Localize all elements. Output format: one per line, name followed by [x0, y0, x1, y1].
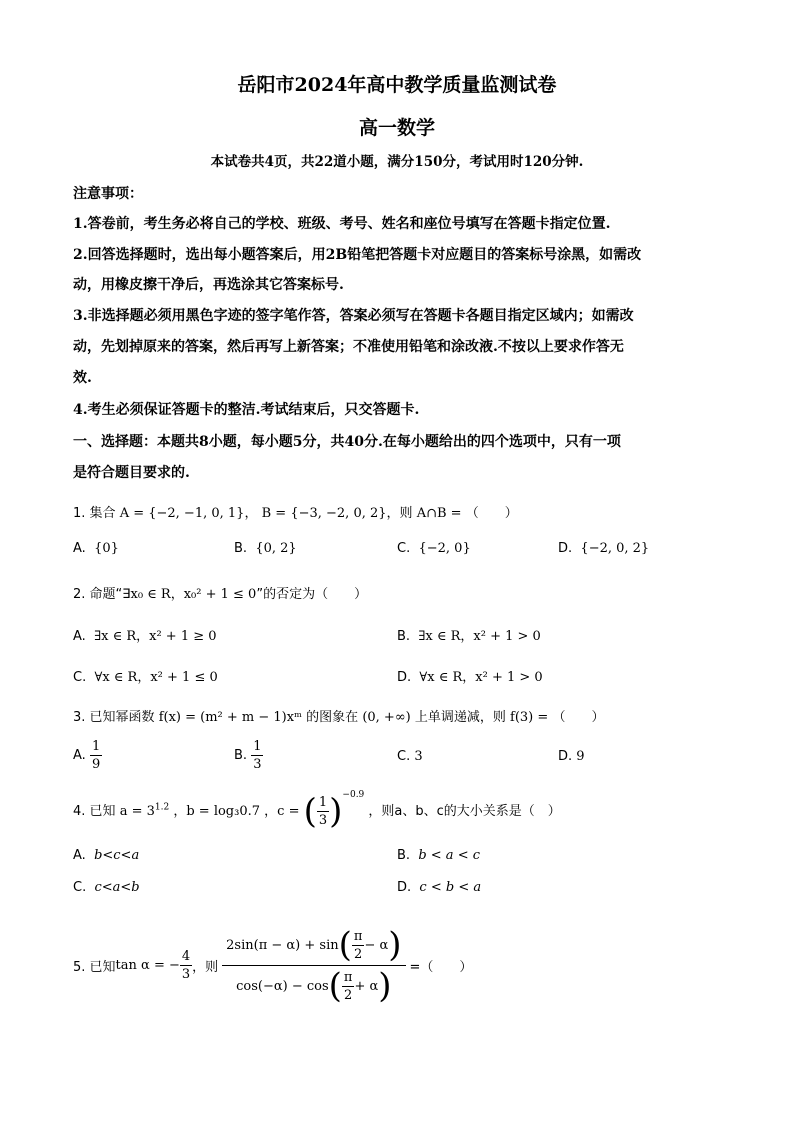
q5-denominator-pi-fraction	[342, 969, 355, 1004]
q3-ask: f(3) =	[510, 710, 549, 725]
q4-option-b[interactable]	[397, 848, 480, 863]
note-2-line-1: 2.回答选择题时，选出每小题答案后，用2B铅笔把答题卡对应题目的答案标号涂黑，如需改	[73, 247, 642, 263]
q3-option-b[interactable]	[234, 738, 263, 773]
q1-ask: ，则	[386, 506, 413, 521]
option-label: B.	[234, 541, 248, 556]
q4-b-def: ，b = log₃0.7	[173, 804, 261, 819]
option-text: c<a<b	[94, 880, 140, 895]
q2-option-c[interactable]	[73, 666, 218, 685]
q5-denominator-part-b: + α	[354, 978, 379, 994]
fraction-denominator: 2	[344, 987, 353, 1003]
q5-denominator-part-a: cos(−α) − cos	[236, 978, 329, 994]
q3-mid: 的图象在	[306, 710, 359, 725]
q3-option-d[interactable]	[558, 749, 585, 764]
exam-title: 岳阳市2024年高中教学质量监测试卷	[237, 74, 557, 96]
q1-option-b[interactable]	[234, 541, 297, 556]
option-text: b < a < c	[418, 848, 480, 863]
question-5	[73, 925, 472, 1006]
option-label: D.	[397, 880, 412, 895]
fraction-numerator: 4	[181, 949, 191, 964]
note-3-line-2: 动，先划掉原来的答案，然后再写上新答案；不准使用铅笔和涂改液.不按以上要求作答无	[73, 339, 624, 355]
exam-subtitle: 高一数学	[358, 117, 435, 139]
q5-main-fraction	[222, 925, 405, 1006]
fraction-numerator: 1	[253, 739, 262, 754]
fraction-denominator: 9	[91, 757, 101, 772]
q2-suffix: ”的否定为（ ）	[256, 587, 368, 602]
q3-option-b-fraction	[251, 738, 263, 773]
option-label: A.	[73, 541, 86, 556]
question-2	[73, 583, 367, 602]
question-1	[73, 502, 518, 521]
q3-option-a[interactable]	[73, 738, 102, 773]
q1-expr: A∩B =	[416, 506, 462, 521]
q1-paren: （ ）	[465, 506, 518, 521]
q1-option-a[interactable]	[73, 541, 119, 556]
option-label: A.	[73, 848, 86, 863]
q4-prefix: 4. 已知	[73, 804, 116, 819]
right-paren: )	[388, 925, 402, 965]
q2-option-d[interactable]	[397, 666, 543, 685]
option-text: {−2, 0, 2}	[580, 541, 650, 556]
q2-prefix: 2. 命题“∃	[73, 587, 131, 602]
note-2-line-2: 动，用橡皮擦干净后，再选涂其它答案标号.	[73, 277, 344, 293]
section-1-heading-line-1: 一、选择题：本题共8小题，每小题5分，共40分.在每小题给出的四个选项中，只有一项	[73, 434, 621, 450]
notes-heading: 注意事项：	[73, 186, 143, 202]
question-4	[73, 790, 561, 832]
fraction-numerator: 1	[318, 795, 328, 810]
q4-suffix: ，则a、b、c的大小关系是（ ）	[368, 804, 561, 819]
q3-function: f(x) = (m² + m − 1)xᵐ	[158, 710, 303, 725]
q4-c-def: ，c =	[264, 804, 300, 819]
q4-option-d[interactable]	[397, 880, 481, 895]
q4-a-exponent: 1.2	[154, 802, 170, 813]
option-label: D.	[397, 670, 412, 685]
q1-set-a: A = {−2, −1, 0, 1}	[119, 506, 245, 521]
option-label: C.	[73, 670, 87, 685]
q5-given: tan α = −	[115, 958, 180, 973]
q3-paren: （ ）	[552, 710, 605, 725]
question-3	[73, 706, 604, 725]
q5-numerator-pi-fraction	[352, 928, 365, 963]
option-label: C.	[73, 880, 87, 895]
q3-mid2: 上单调递减，则	[414, 710, 506, 725]
left-paren: (	[338, 925, 352, 965]
option-label: C.	[397, 749, 411, 764]
q4-option-a[interactable]	[73, 848, 139, 863]
fraction-numerator: π	[353, 928, 363, 944]
fraction-denominator: 3	[181, 967, 191, 982]
q3-option-c[interactable]	[397, 749, 423, 764]
option-text: {−2, 0}	[418, 541, 471, 556]
fraction-denominator: 2	[354, 946, 363, 962]
option-text: c < b < a	[419, 880, 482, 895]
option-text: ∀x ∈ R，x² + 1 > 0	[419, 670, 543, 685]
note-1: 1.答卷前，考生务必将自己的学校、班级、考号、姓名和座位号填写在答题卡指定位置.	[73, 216, 611, 232]
option-label: D.	[558, 541, 573, 556]
option-label: B.	[397, 629, 411, 644]
option-text: {0}	[94, 541, 119, 556]
option-label: A.	[73, 748, 86, 763]
right-paren: )	[378, 966, 392, 1006]
fraction-denominator: 3	[318, 813, 328, 828]
q5-numerator-part-b: − α	[364, 937, 389, 953]
q5-prefix: 5. 已知	[73, 960, 116, 975]
q1-prefix: 1. 集合	[73, 506, 116, 521]
fraction-numerator: π	[343, 969, 353, 985]
exam-info: 本试卷共4页，共22道小题，满分150分，考试用时120分钟.	[210, 154, 584, 170]
section-1-heading-line-2: 是符合题目要求的.	[73, 465, 190, 481]
option-text: ∃x ∈ R，x² + 1 > 0	[418, 629, 541, 644]
note-3-line-3: 效.	[73, 370, 92, 386]
right-paren: )	[329, 791, 343, 832]
q5-given-fraction	[180, 948, 192, 983]
option-text: ∀x ∈ R，x² + 1 ≤ 0	[94, 670, 218, 685]
q4-c-exponent: −0.9	[342, 790, 365, 800]
option-text: ∃x ∈ R，x² + 1 ≥ 0	[94, 629, 217, 644]
option-text: {0, 2}	[255, 541, 297, 556]
option-label: B.	[234, 748, 248, 763]
q1-sep: ，	[244, 506, 258, 521]
q1-option-d[interactable]	[558, 541, 649, 556]
q3-interval: (0, +∞)	[362, 710, 411, 725]
q2-option-b[interactable]	[397, 625, 541, 644]
note-4: 4.考生必须保证答题卡的整洁.考试结束后，只交答题卡.	[73, 402, 420, 418]
q3-prefix: 3. 已知幂函数	[73, 710, 155, 725]
q1-option-c[interactable]	[397, 541, 471, 556]
q1-set-b: B = {−3, −2, 0, 2}	[261, 506, 387, 521]
option-label: A.	[73, 629, 86, 644]
note-3-line-1: 3.非选择题必须用黑色字迹的签字笔作答，答案必须写在答题卡各题目指定区域内；如需改	[73, 308, 634, 324]
option-label: C.	[397, 541, 411, 556]
q4-a-def: a = 3	[119, 804, 155, 819]
option-label: D.	[558, 749, 573, 764]
left-paren: (	[303, 791, 317, 832]
q5-numerator-part-a: 2sin(π − α) + sin	[226, 937, 339, 953]
q2-body: x₀ ∈ R，x₀² + 1 ≤ 0	[130, 587, 257, 602]
option-label: B.	[397, 848, 411, 863]
q5-then: ，则	[192, 960, 219, 975]
q4-option-c[interactable]	[73, 880, 140, 895]
q5-suffix: =（ ）	[409, 960, 473, 975]
option-text: 9	[576, 749, 585, 764]
option-text: b<c<a	[94, 848, 140, 863]
q5-numerator	[222, 925, 405, 966]
q3-option-a-fraction	[90, 738, 102, 773]
q5-denominator	[232, 966, 395, 1006]
left-paren: (	[328, 966, 342, 1006]
fraction-numerator: 1	[91, 739, 101, 754]
fraction-denominator: 3	[253, 757, 262, 772]
option-text: 3	[414, 749, 423, 764]
q4-c-fraction	[317, 794, 329, 829]
q2-option-a[interactable]	[73, 625, 217, 644]
